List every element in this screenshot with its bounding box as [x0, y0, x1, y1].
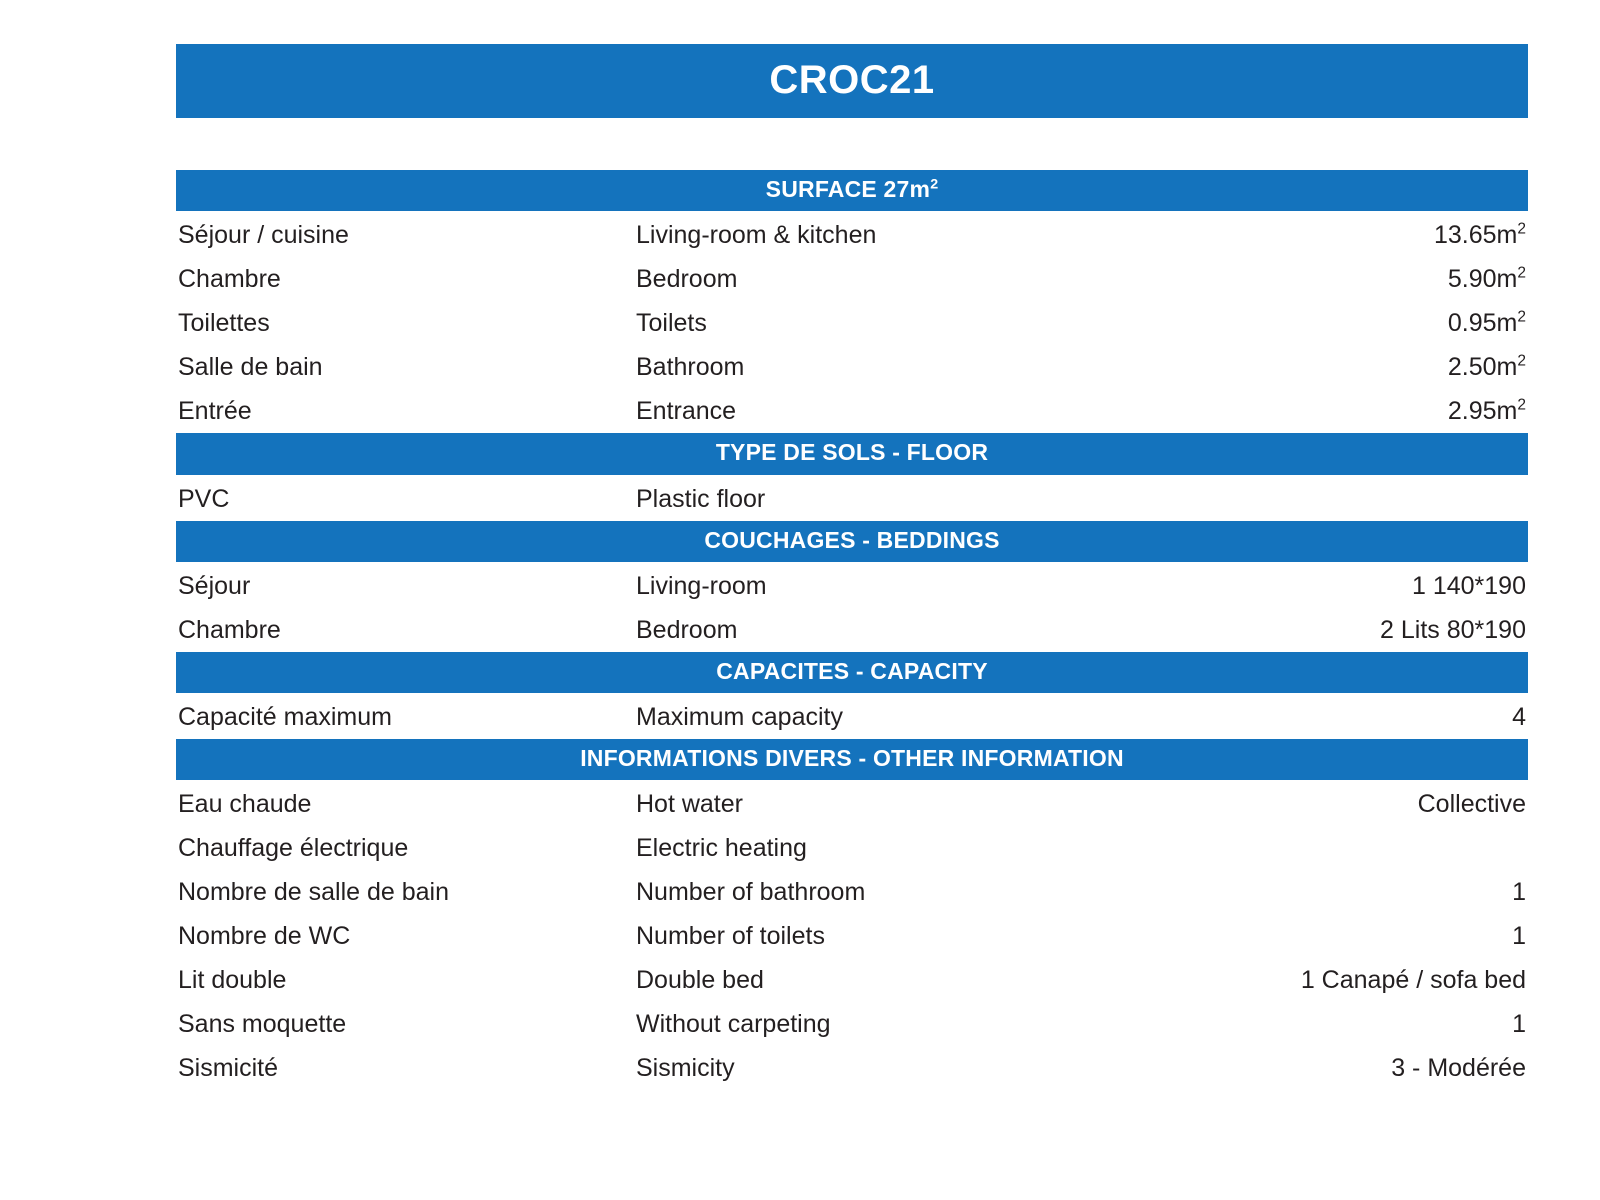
label-en: Entrance: [636, 397, 737, 426]
value-cell: [1196, 220, 1528, 250]
section-heading: [176, 739, 1528, 780]
label-fr: Chambre: [178, 615, 281, 644]
sections-container: [176, 170, 1528, 1090]
section-heading-text: COUCHAGES - BEDDINGS: [704, 526, 1000, 553]
label-en: Number of bathroom: [636, 878, 866, 907]
spec-row: [176, 870, 1528, 914]
section-rows: [176, 562, 1528, 652]
title-spacer: [176, 118, 1528, 170]
value-cell: [1196, 968, 1528, 993]
section-rows: [176, 475, 1528, 521]
value-text: 1: [1512, 878, 1526, 907]
label-en: Without carpeting: [636, 1010, 831, 1039]
value-superscript: 2: [1517, 220, 1526, 238]
value-text: 5.90m: [1447, 265, 1518, 294]
section-rows: [176, 693, 1528, 739]
spec-section: [176, 739, 1528, 1090]
spec-row: [176, 389, 1528, 433]
section-rows: [176, 211, 1528, 433]
label-fr: Séjour: [178, 571, 251, 600]
spec-row: [176, 826, 1528, 870]
value-text: Collective: [1417, 790, 1526, 819]
section-heading: [176, 652, 1528, 693]
label-fr: Chauffage électrique: [178, 834, 409, 863]
label-en: Double bed: [636, 966, 764, 995]
label-en: Plastic floor: [636, 484, 766, 513]
label-en: Hot water: [636, 790, 743, 819]
spec-row: [176, 564, 1528, 608]
value-cell: [1196, 1056, 1528, 1081]
spec-section: [176, 521, 1528, 652]
spec-row: [176, 345, 1528, 389]
value-cell: [1196, 352, 1528, 382]
spec-row: [176, 782, 1528, 826]
value-cell: [1196, 615, 1528, 644]
spec-row: [176, 1046, 1528, 1090]
label-fr: PVC: [178, 484, 230, 513]
spec-row: [176, 608, 1528, 652]
spec-row: [176, 257, 1528, 301]
label-fr: Salle de bain: [178, 353, 323, 382]
label-en: Number of toilets: [636, 922, 825, 951]
section-heading-text: CAPACITES - CAPACITY: [716, 657, 988, 684]
label-fr: Lit double: [178, 966, 287, 995]
label-fr: Toilettes: [178, 309, 270, 338]
label-fr: Nombre de WC: [178, 922, 351, 951]
spec-row: [176, 1002, 1528, 1046]
label-en: Living-room: [636, 571, 767, 600]
value-text: 2.95m: [1447, 397, 1518, 426]
section-heading-text: TYPE DE SOLS - FLOOR: [715, 439, 989, 466]
spec-row: [176, 958, 1528, 1002]
label-en: Bathroom: [636, 353, 745, 382]
label-fr: Entrée: [178, 397, 252, 426]
value-cell: [1196, 705, 1528, 730]
spec-section: [176, 652, 1528, 739]
spec-row: [176, 914, 1528, 958]
value-superscript: 2: [1517, 264, 1526, 282]
label-fr: Sans moquette: [178, 1010, 347, 1039]
label-en: Sismicity: [636, 1054, 735, 1083]
value-text: 2.50m: [1447, 353, 1518, 382]
section-heading-text: INFORMATIONS DIVERS - OTHER INFORMATION: [580, 745, 1124, 772]
label-fr: Chambre: [178, 265, 281, 294]
section-heading-superscript: 2: [930, 176, 939, 193]
value-text: 2 Lits 80*190: [1380, 615, 1526, 644]
page-title: CROC21: [176, 44, 1528, 118]
value-cell: [1196, 924, 1528, 949]
value-superscript: 2: [1517, 308, 1526, 326]
label-en: Electric heating: [636, 834, 807, 863]
value-cell: [1196, 264, 1528, 294]
label-fr: Séjour / cuisine: [178, 221, 349, 250]
label-en: Bedroom: [636, 615, 738, 644]
label-fr: Eau chaude: [178, 790, 312, 819]
spec-row: [176, 213, 1528, 257]
value-text: 1 Canapé / sofa bed: [1300, 966, 1526, 995]
value-cell: [1196, 571, 1528, 600]
label-en: Maximum capacity: [636, 703, 843, 732]
value-text: 1: [1512, 922, 1526, 951]
section-heading-text: SURFACE 27m: [765, 176, 931, 202]
spec-section: [176, 433, 1528, 520]
label-fr: Capacité maximum: [178, 703, 392, 732]
section-rows: [176, 780, 1528, 1090]
section-heading: [176, 433, 1528, 474]
section-heading: [176, 170, 1528, 211]
value-cell: [1196, 396, 1528, 426]
value-text: 0.95m: [1447, 309, 1518, 338]
spec-section: [176, 170, 1528, 433]
label-fr: Nombre de salle de bain: [178, 878, 449, 907]
value-text: 1 140*190: [1411, 571, 1526, 600]
value-cell: [1196, 1012, 1528, 1037]
label-en: Toilets: [636, 309, 707, 338]
value-cell: [1196, 880, 1528, 905]
value-cell: [1196, 792, 1528, 817]
label-en: Bedroom: [636, 265, 738, 294]
label-fr: Sismicité: [178, 1054, 279, 1083]
value-superscript: 2: [1517, 352, 1526, 370]
spec-row: [176, 301, 1528, 345]
value-text: 4: [1512, 703, 1526, 732]
spec-row: [176, 477, 1528, 521]
label-en: Living-room & kitchen: [636, 221, 877, 250]
value-cell: [1196, 308, 1528, 338]
value-text: 1: [1512, 1010, 1526, 1039]
section-heading: [176, 521, 1528, 562]
value-text: 13.65m: [1433, 221, 1518, 250]
value-text: 3 - Modérée: [1391, 1054, 1526, 1083]
value-superscript: 2: [1517, 396, 1526, 414]
spec-row: [176, 695, 1528, 739]
